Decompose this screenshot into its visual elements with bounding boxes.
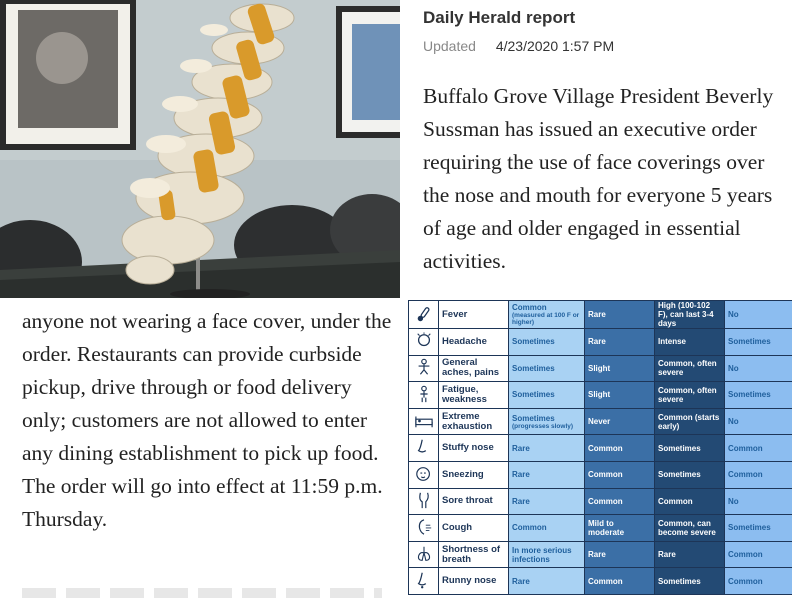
symptom-cell-c2: Slight bbox=[585, 382, 655, 409]
symptom-cell-c4: Sometimes bbox=[725, 515, 793, 542]
symptom-cell-c4: Common bbox=[725, 461, 793, 488]
article-header bbox=[400, 0, 800, 298]
table-row bbox=[409, 408, 793, 435]
symptom-cell-c2: Rare bbox=[585, 301, 655, 329]
symptom-name: Fatigue, weakness bbox=[439, 382, 509, 409]
symptom-name: Stuffy nose bbox=[439, 435, 509, 462]
symptom-cell-col1 bbox=[509, 435, 585, 462]
symptom-cell-c4: No bbox=[725, 301, 793, 329]
table-row bbox=[409, 541, 793, 568]
symptom-name: Extreme exhaustion bbox=[439, 408, 509, 435]
bed-icon bbox=[409, 408, 439, 435]
throat-icon bbox=[409, 488, 439, 515]
symptom-cell-c2: Common bbox=[585, 568, 655, 595]
symptom-name: Fever bbox=[439, 301, 509, 329]
symptom-cell-c4: No bbox=[725, 355, 793, 382]
lead-paragraph: Buffalo Grove Village President Beverly Sussman has issued an executive order requiring the use of face coverings over the nose and mouth for everyone 5 years of age and older engaged in essential activities. bbox=[423, 84, 774, 273]
symptom-cell-c2: Common bbox=[585, 461, 655, 488]
symptom-cell-c3: Sometimes bbox=[655, 435, 725, 462]
symptom-name: Headache bbox=[439, 329, 509, 356]
table-row bbox=[409, 515, 793, 542]
cell-value: Common bbox=[512, 523, 547, 533]
symptom-cell-c4: Common bbox=[725, 568, 793, 595]
timestamp: 4/23/2020 1:57 PM bbox=[495, 38, 615, 54]
table-row bbox=[409, 382, 793, 409]
symptom-cell-col1 bbox=[509, 461, 585, 488]
symptom-cell-c3: Common (starts early) bbox=[655, 408, 725, 435]
symptom-cell-c2: Common bbox=[585, 435, 655, 462]
symptom-name: Sneezing bbox=[439, 461, 509, 488]
symptom-cell-c4: Sometimes bbox=[725, 329, 793, 356]
cell-value: Sometimes bbox=[512, 363, 555, 373]
updated-line bbox=[423, 38, 614, 54]
spine-model-photo bbox=[0, 0, 400, 298]
symptom-cell-c3: Intense bbox=[655, 329, 725, 356]
symptom-cell-c2: Slight bbox=[585, 355, 655, 382]
symptoms-comparison-table bbox=[408, 300, 792, 595]
table-row bbox=[409, 568, 793, 595]
symptom-cell-col1 bbox=[509, 568, 585, 595]
symptom-cell-col1 bbox=[509, 382, 585, 409]
cell-value: Rare bbox=[512, 576, 530, 586]
nose-icon bbox=[409, 435, 439, 462]
table-row bbox=[409, 435, 793, 462]
symptom-cell-c3: High (100-102 F), can last 3-4 days bbox=[655, 301, 725, 329]
sneeze-icon bbox=[409, 461, 439, 488]
symptom-name: Runny nose bbox=[439, 568, 509, 595]
symptom-cell-c3: Sometimes bbox=[655, 568, 725, 595]
table-row bbox=[409, 461, 793, 488]
symptom-cell-c2: Mild to moderate bbox=[585, 515, 655, 542]
cut-off-text-line bbox=[22, 588, 382, 598]
symptom-cell-c4: Common bbox=[725, 435, 793, 462]
symptom-name: Sore throat bbox=[439, 488, 509, 515]
lungs-icon bbox=[409, 541, 439, 568]
cell-subnote: (measured at 100 F or higher) bbox=[512, 312, 580, 326]
symptom-cell-c2: Rare bbox=[585, 329, 655, 356]
symptom-cell-c2: Never bbox=[585, 408, 655, 435]
article-continued bbox=[0, 298, 400, 600]
symptom-cell-c3: Common, often severe bbox=[655, 355, 725, 382]
cell-value: Sometimes bbox=[512, 390, 555, 400]
continued-paragraph: anyone not wearing a face cover, under the order. Restaurants can provide curbside pickup, drive through or food delivery only; customers are not allowed to enter any dining establishment to pick up food. The order will go into effect at 11:59 p.m. Thursday. bbox=[22, 309, 392, 531]
symptom-cell-col1 bbox=[509, 488, 585, 515]
symptom-cell-c4: Common bbox=[725, 541, 793, 568]
symptom-cell-c3: Common, can become severe bbox=[655, 515, 725, 542]
symptom-cell-col1 bbox=[509, 355, 585, 382]
symptom-cell-c3: Common, often severe bbox=[655, 382, 725, 409]
symptom-cell-c3: Common bbox=[655, 488, 725, 515]
symptom-name: General aches, pains bbox=[439, 355, 509, 382]
updated-label: Updated bbox=[423, 38, 476, 54]
symptom-cell-col1 bbox=[509, 408, 585, 435]
symptom-cell-col1 bbox=[509, 329, 585, 356]
symptom-cell-col1 bbox=[509, 541, 585, 568]
table-row bbox=[409, 301, 793, 329]
symptom-name: Cough bbox=[439, 515, 509, 542]
symptom-cell-c4: Sometimes bbox=[725, 382, 793, 409]
news-source: Daily Herald report bbox=[423, 8, 576, 27]
symptom-cell-c4: No bbox=[725, 488, 793, 515]
spine-model-image bbox=[0, 0, 400, 298]
symptom-cell-c3: Rare bbox=[655, 541, 725, 568]
symptom-name: Shortness of breath bbox=[439, 541, 509, 568]
symptom-cell-col1 bbox=[509, 301, 585, 329]
thermometer-icon bbox=[409, 301, 439, 329]
symptom-cell-col1 bbox=[509, 515, 585, 542]
table-row bbox=[409, 488, 793, 515]
cell-value: Rare bbox=[512, 443, 530, 453]
cough-icon bbox=[409, 515, 439, 542]
symptom-cell-c4: No bbox=[725, 408, 793, 435]
fatigue-icon bbox=[409, 382, 439, 409]
cell-value: Rare bbox=[512, 496, 530, 506]
cell-value: Common bbox=[512, 303, 547, 312]
symptom-cell-c2: Common bbox=[585, 488, 655, 515]
head-icon bbox=[409, 329, 439, 356]
cell-subnote: (progresses slowly) bbox=[512, 422, 574, 430]
cell-value: In more serious infections bbox=[512, 545, 572, 564]
cell-value: Rare bbox=[512, 470, 530, 480]
table-row bbox=[409, 355, 793, 382]
symptoms-table bbox=[408, 300, 792, 600]
symptom-cell-c3: Sometimes bbox=[655, 461, 725, 488]
symptom-cell-c2: Rare bbox=[585, 541, 655, 568]
runny-nose-icon bbox=[409, 568, 439, 595]
body-aches-icon bbox=[409, 355, 439, 382]
cell-value: Sometimes bbox=[512, 337, 555, 347]
cell-value: Sometimes bbox=[512, 413, 555, 423]
table-row bbox=[409, 329, 793, 356]
